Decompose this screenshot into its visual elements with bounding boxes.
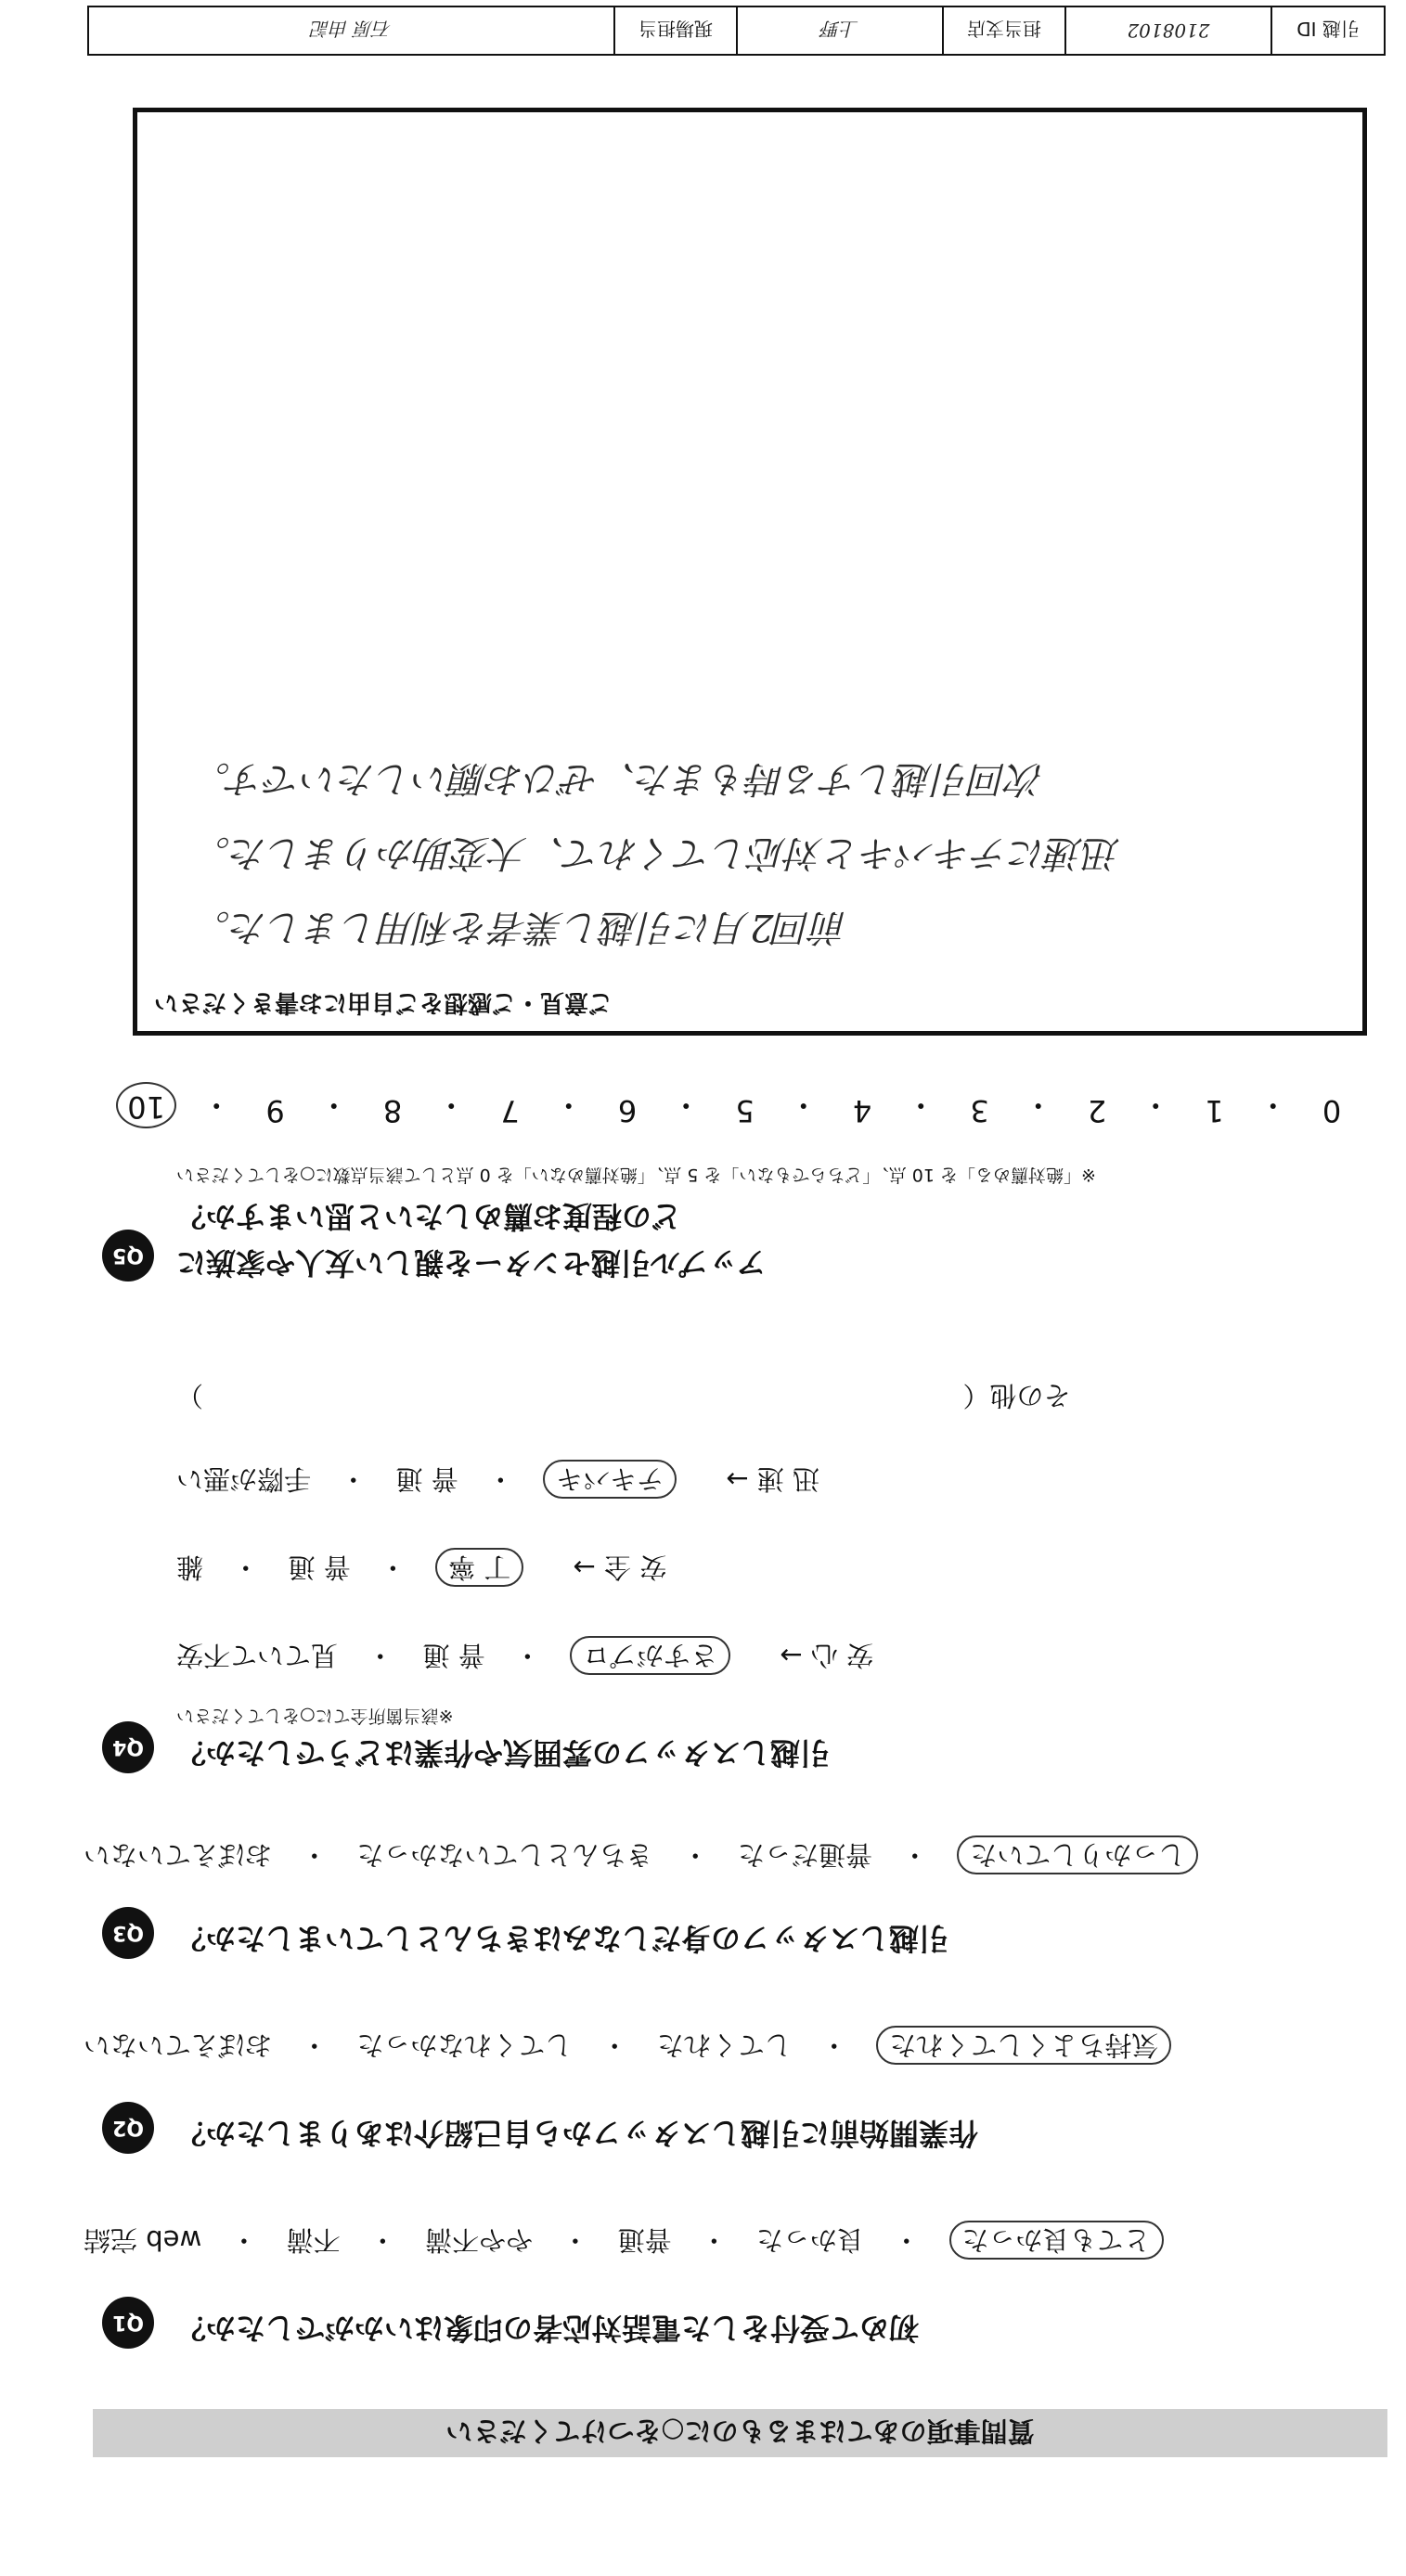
q3-option[interactable]: おぼえていない xyxy=(84,1839,273,1871)
q4-reassurance-option[interactable]: 見ていて不安 xyxy=(176,1640,339,1671)
q4-safety-option[interactable]: 雑 xyxy=(176,1552,204,1583)
q4-reassurance-option-selected[interactable]: さすがプロ xyxy=(570,1636,730,1675)
q4-safety-option[interactable]: 普 通 xyxy=(288,1552,351,1583)
q5-badge: Q5 xyxy=(102,1230,154,1282)
scale-6[interactable]: 6 xyxy=(617,1093,638,1128)
comment-box xyxy=(133,108,1367,1036)
scale-3[interactable]: 3 xyxy=(970,1093,989,1128)
q4-speed-option[interactable]: 普 通 xyxy=(395,1463,458,1495)
q1-option[interactable]: 普通 xyxy=(617,2224,672,2256)
q2-option[interactable]: してくれた xyxy=(656,2029,792,2061)
q4-row-safety: 安 全 → 丁 寧 ・ 普 通 ・ 雑 xyxy=(176,1550,666,1588)
move-id-label: 引越 ID xyxy=(1271,7,1384,54)
q3-options: しっかりしていた ・ 普通だった ・ きちんとしていなかった ・ おぼえていない xyxy=(84,1837,1198,1875)
q3-badge: Q3 xyxy=(102,1907,154,1959)
q4-question: 引越しスタッフの雰囲気や作業はどうでしたか？ xyxy=(176,1735,831,1771)
q1-option[interactable]: web 完結 xyxy=(84,2224,202,2256)
q4-speed-option-selected[interactable]: テキパキ xyxy=(543,1460,677,1499)
header-strip xyxy=(87,6,1386,56)
q1-option-selected[interactable]: とても良かった xyxy=(949,2221,1164,2260)
q1-option[interactable]: 不満 xyxy=(286,2224,341,2256)
q2-option[interactable]: してくれなかった xyxy=(356,2029,573,2061)
branch-label: 担当支店 xyxy=(942,7,1064,54)
scale-10-selected[interactable]: 10 xyxy=(116,1082,176,1128)
q4-row-label: 安 心 → xyxy=(780,1640,874,1671)
q2-option[interactable]: おぼえていない xyxy=(84,2029,273,2061)
q4-reassurance-option[interactable]: 普 通 xyxy=(422,1640,485,1671)
q4-row-reassurance: 安 心 → さすがプロ ・ 普 通 ・ 見ていて不安 xyxy=(176,1638,873,1676)
comment-line: 前回2月に引越し業者を利用しました。 xyxy=(193,906,848,948)
q1-badge: Q1 xyxy=(102,2297,154,2349)
scale-9[interactable]: 9 xyxy=(265,1093,285,1128)
q4-speed-option[interactable]: 手際が悪い xyxy=(176,1463,312,1495)
scale-2[interactable]: 2 xyxy=(1087,1093,1107,1128)
scale-7[interactable]: 7 xyxy=(500,1093,520,1128)
q4-row-label: 安 全 → xyxy=(573,1552,667,1583)
q5-question-line1: アップル引越センターを親しい友人や家族に xyxy=(176,1245,767,1281)
q5-question-line2: どの程度お薦めしたいと思いますか？ xyxy=(176,1199,682,1234)
comment-title: ご意見・ご感想をご自由にお書きください xyxy=(154,988,613,1016)
q1-option[interactable]: やや不満 xyxy=(425,2224,534,2256)
q4-other-close: ） xyxy=(176,1380,204,1411)
q2-options: 気持ちよくしてくれた ・ してくれた ・ してくれなかった ・ おぼえていない xyxy=(84,2028,1171,2066)
q3-question: 引越しスタッフの身だしなみはきちんとしていましたか？ xyxy=(176,1921,949,1956)
q3-option[interactable]: 普通だった xyxy=(737,1839,872,1871)
branch-value: 上野 xyxy=(736,7,942,54)
q4-safety-option-selected[interactable]: 丁 寧 xyxy=(435,1548,523,1587)
scale-1[interactable]: 1 xyxy=(1205,1093,1224,1128)
q4-badge: Q4 xyxy=(102,1721,154,1773)
scale-5[interactable]: 5 xyxy=(735,1093,755,1128)
scale-0[interactable]: 0 xyxy=(1322,1093,1342,1128)
lead-value: 石原 由記 xyxy=(311,18,392,41)
scale-8[interactable]: 8 xyxy=(382,1093,403,1128)
scale-4[interactable]: 4 xyxy=(852,1093,872,1128)
q4-other-label: その他（ xyxy=(962,1380,1071,1411)
q4-note: ※該当箇所全てに○をしてください xyxy=(176,1706,454,1726)
q2-question: 作業開始前に引越しスタッフから自己紹介はありましたか？ xyxy=(176,2116,979,2151)
q1-question: 初めて受付をした電話対応者の印象はいかがでしたか？ xyxy=(176,2311,920,2346)
q3-option[interactable]: きちんとしていなかった xyxy=(356,1839,653,1871)
q4-other-row xyxy=(176,1378,1070,1416)
q4-row-label: 迅 速 → xyxy=(726,1463,820,1495)
q4-row-speed: 迅 速 → テキパキ ・ 普 通 ・ 手際が悪い xyxy=(176,1462,819,1500)
q1-option[interactable]: 良かった xyxy=(756,2224,865,2256)
comment-line: 迅速にテキパキと対応してくれて、大変助かりました。 xyxy=(193,831,1121,874)
q2-badge: Q2 xyxy=(102,2102,154,2154)
comment-line: 次回引越しする時もまた、ぜひお願いしたいです。 xyxy=(193,757,1044,800)
move-id-value: 2108102 xyxy=(1064,7,1271,54)
q5-note: ※「絶対薦める」を 10 点、「どちらでもない」を 5 点、「絶対薦めない」を 0 点として該当点数に○をしてください xyxy=(176,1165,1096,1185)
q1-options: とても良かった ・ 良かった ・ 普通 ・ やや不満 ・ 不満 ・ web 完結 xyxy=(84,2222,1164,2260)
q2-option-selected[interactable]: 気持ちよくしてくれた xyxy=(876,2026,1171,2065)
lead-label: 現場担当 xyxy=(613,7,736,54)
q3-option-selected[interactable]: しっかりしていた xyxy=(957,1835,1198,1874)
recommend-scale: 0 ・ 1 ・ 2 ・ 3 ・ 4 ・ 5 ・ 6 ・ 7 ・ 8 ・ 9 ・ 10 xyxy=(116,1082,1350,1128)
instruction-bar: 質問事項のあてはまるものに○をつけてください xyxy=(93,2409,1387,2457)
